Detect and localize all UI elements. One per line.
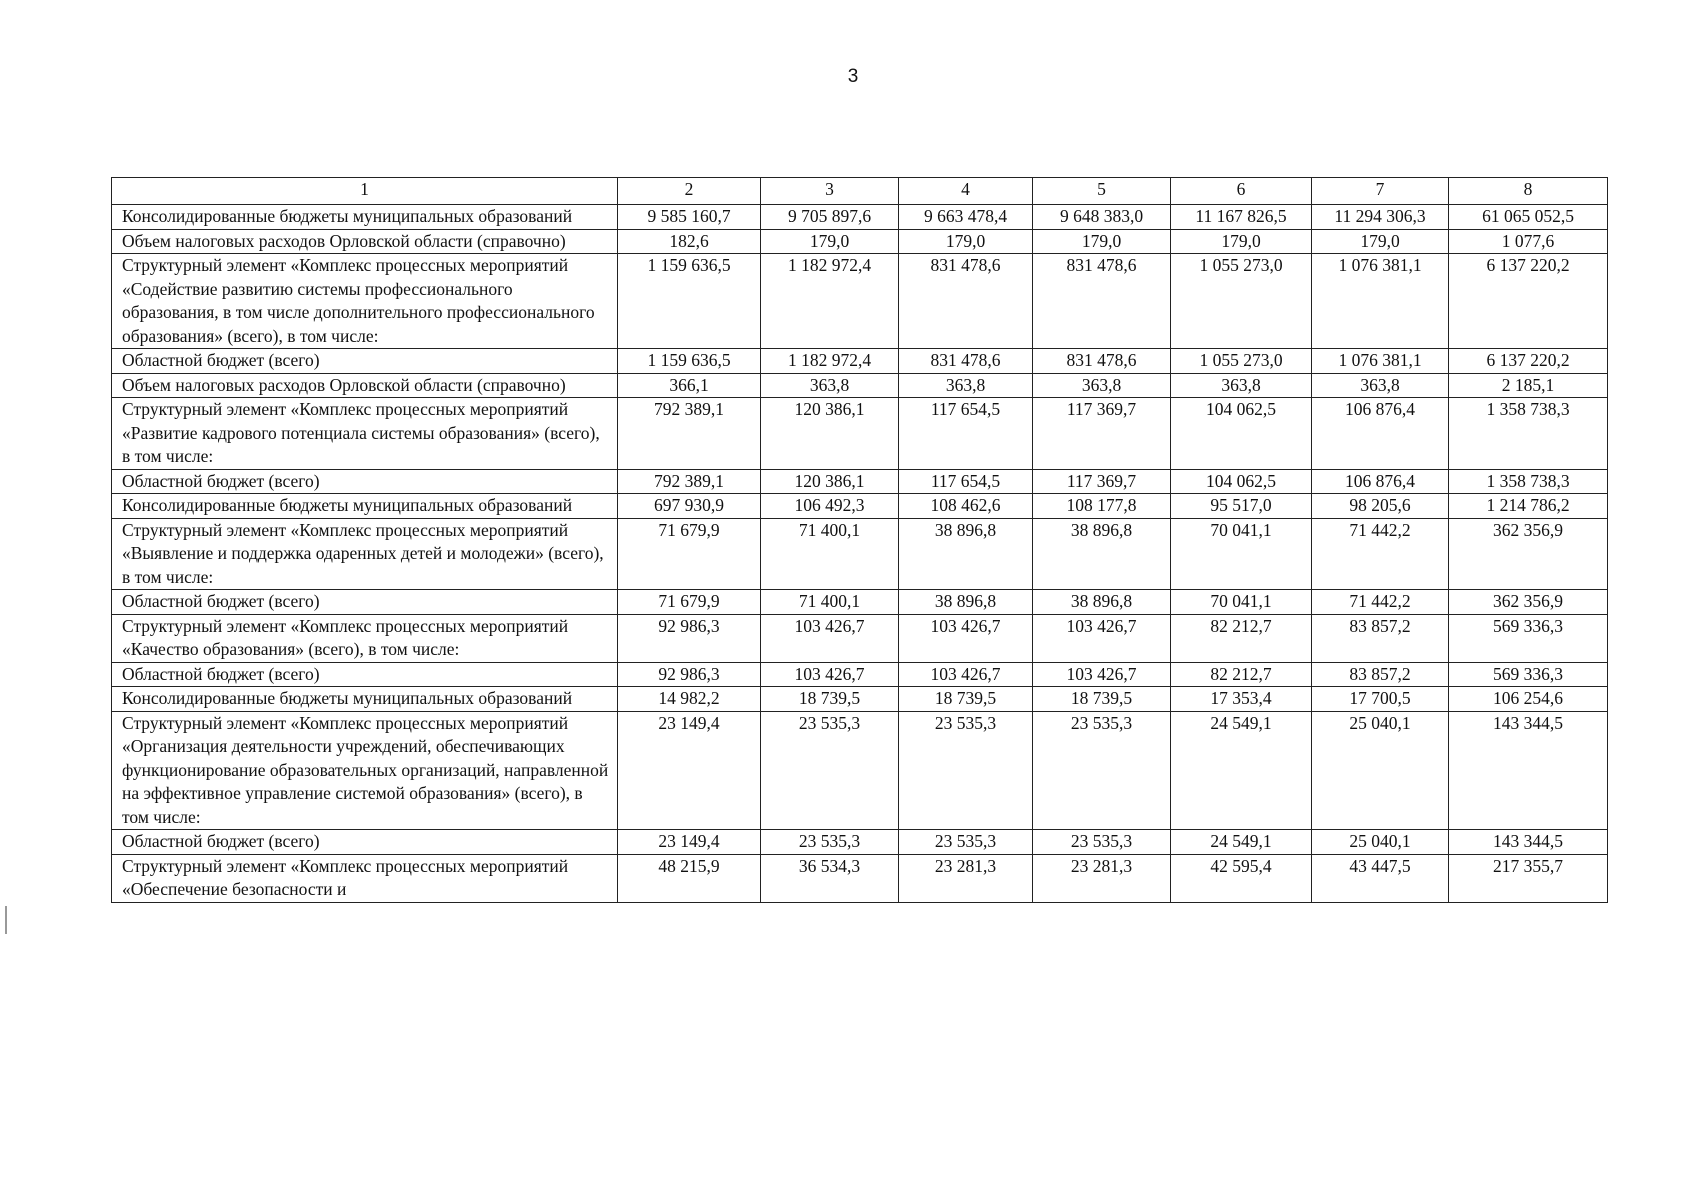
table-row (112, 518, 1608, 590)
value-cell: 366,1 (618, 373, 761, 398)
row-label: Областной бюджет (всего) (112, 830, 618, 855)
row-label: Областной бюджет (всего) (112, 590, 618, 615)
value-cell: 792 389,1 (618, 398, 761, 470)
value-cell: 25 040,1 (1312, 711, 1449, 830)
value-cell: 71 442,2 (1312, 590, 1449, 615)
value-cell: 103 426,7 (899, 662, 1033, 687)
page-number: 3 (847, 66, 859, 87)
scan-artifact (5, 906, 7, 934)
value-cell: 71 679,9 (618, 518, 761, 590)
row-label: Объем налоговых расходов Орловской области (справочно) (112, 229, 618, 254)
value-cell: 6 137 220,2 (1449, 254, 1608, 349)
table-row (112, 662, 1608, 687)
value-cell: 61 065 052,5 (1449, 205, 1608, 230)
table-row (112, 614, 1608, 662)
value-cell: 9 663 478,4 (899, 205, 1033, 230)
value-cell: 104 062,5 (1171, 469, 1312, 494)
value-cell: 42 595,4 (1171, 854, 1312, 902)
value-cell: 179,0 (1033, 229, 1171, 254)
table-row (112, 469, 1608, 494)
value-cell: 23 535,3 (899, 711, 1033, 830)
value-cell: 48 215,9 (618, 854, 761, 902)
value-cell: 24 549,1 (1171, 711, 1312, 830)
table-row (112, 349, 1608, 374)
value-cell: 117 654,5 (899, 469, 1033, 494)
value-cell: 363,8 (761, 373, 899, 398)
row-label: Структурный элемент «Комплекс процессных мероприятий «Выявление и поддержка одаренных детей и молодежи» (всего), в том числе: (112, 518, 618, 590)
header-cell: 4 (899, 178, 1033, 205)
value-cell: 120 386,1 (761, 469, 899, 494)
value-cell: 106 254,6 (1449, 687, 1608, 712)
value-cell: 103 426,7 (1033, 614, 1171, 662)
table-row (112, 398, 1608, 470)
value-cell: 23 535,3 (761, 830, 899, 855)
header-cell: 5 (1033, 178, 1171, 205)
header-row (112, 178, 1608, 205)
table-row (112, 205, 1608, 230)
value-cell: 217 355,7 (1449, 854, 1608, 902)
value-cell: 2 185,1 (1449, 373, 1608, 398)
value-cell: 1 076 381,1 (1312, 254, 1449, 349)
value-cell: 11 167 826,5 (1171, 205, 1312, 230)
value-cell: 363,8 (1312, 373, 1449, 398)
row-label: Областной бюджет (всего) (112, 469, 618, 494)
value-cell: 569 336,3 (1449, 662, 1608, 687)
header-cell: 2 (618, 178, 761, 205)
value-cell: 1 159 636,5 (618, 349, 761, 374)
row-label: Консолидированные бюджеты муниципальных образований (112, 687, 618, 712)
budget-table (111, 177, 1608, 903)
row-label: Структурный элемент «Комплекс процессных мероприятий «Развитие кадрового потенциала системы образования» (всего), в том числе: (112, 398, 618, 470)
table-row (112, 229, 1608, 254)
value-cell: 23 535,3 (899, 830, 1033, 855)
value-cell: 24 549,1 (1171, 830, 1312, 855)
value-cell: 38 896,8 (1033, 590, 1171, 615)
value-cell: 23 149,4 (618, 830, 761, 855)
table-row (112, 590, 1608, 615)
value-cell: 106 876,4 (1312, 469, 1449, 494)
value-cell: 831 478,6 (899, 349, 1033, 374)
value-cell: 9 648 383,0 (1033, 205, 1171, 230)
table-row (112, 254, 1608, 349)
value-cell: 1 358 738,3 (1449, 398, 1608, 470)
value-cell: 11 294 306,3 (1312, 205, 1449, 230)
header-cell: 7 (1312, 178, 1449, 205)
row-label: Структурный элемент «Комплекс процессных мероприятий «Содействие развитию системы профессионального образования, в том числе дополнительного профессионального образования» (всего), в том числе: (112, 254, 618, 349)
value-cell: 71 400,1 (761, 518, 899, 590)
value-cell: 108 462,6 (899, 494, 1033, 519)
value-cell: 83 857,2 (1312, 662, 1449, 687)
value-cell: 104 062,5 (1171, 398, 1312, 470)
value-cell: 71 442,2 (1312, 518, 1449, 590)
row-label: Консолидированные бюджеты муниципальных образований (112, 494, 618, 519)
table-header (112, 178, 1608, 205)
value-cell: 1 182 972,4 (761, 254, 899, 349)
value-cell: 1 214 786,2 (1449, 494, 1608, 519)
value-cell: 179,0 (899, 229, 1033, 254)
header-cell: 3 (761, 178, 899, 205)
row-label: Структурный элемент «Комплекс процессных мероприятий «Организация деятельности учреждений, обеспечивающих функционирование образовательных организаций, направленной на эффективное управление системой образования» (всего), в том числе: (112, 711, 618, 830)
value-cell: 98 205,6 (1312, 494, 1449, 519)
value-cell: 36 534,3 (761, 854, 899, 902)
value-cell: 1 182 972,4 (761, 349, 899, 374)
value-cell: 120 386,1 (761, 398, 899, 470)
value-cell: 70 041,1 (1171, 590, 1312, 615)
value-cell: 117 369,7 (1033, 469, 1171, 494)
table-row (112, 854, 1608, 902)
value-cell: 106 492,3 (761, 494, 899, 519)
value-cell: 117 369,7 (1033, 398, 1171, 470)
value-cell: 92 986,3 (618, 662, 761, 687)
row-label: Областной бюджет (всего) (112, 349, 618, 374)
value-cell: 38 896,8 (899, 518, 1033, 590)
value-cell: 6 137 220,2 (1449, 349, 1608, 374)
value-cell: 1 076 381,1 (1312, 349, 1449, 374)
value-cell: 1 055 273,0 (1171, 254, 1312, 349)
value-cell: 82 212,7 (1171, 614, 1312, 662)
value-cell: 182,6 (618, 229, 761, 254)
value-cell: 103 426,7 (761, 614, 899, 662)
value-cell: 23 535,3 (761, 711, 899, 830)
header-cell: 1 (112, 178, 618, 205)
table-row (112, 373, 1608, 398)
value-cell: 71 679,9 (618, 590, 761, 615)
table-row (112, 494, 1608, 519)
value-cell: 17 353,4 (1171, 687, 1312, 712)
value-cell: 1 358 738,3 (1449, 469, 1608, 494)
value-cell: 23 149,4 (618, 711, 761, 830)
value-cell: 38 896,8 (1033, 518, 1171, 590)
value-cell: 18 739,5 (899, 687, 1033, 712)
value-cell: 179,0 (761, 229, 899, 254)
value-cell: 108 177,8 (1033, 494, 1171, 519)
value-cell: 18 739,5 (761, 687, 899, 712)
value-cell: 17 700,5 (1312, 687, 1449, 712)
value-cell: 1 077,6 (1449, 229, 1608, 254)
value-cell: 143 344,5 (1449, 711, 1608, 830)
value-cell: 362 356,9 (1449, 590, 1608, 615)
value-cell: 14 982,2 (618, 687, 761, 712)
row-label: Структурный элемент «Комплекс процессных мероприятий «Обеспечение безопасности и (112, 854, 618, 902)
row-label: Структурный элемент «Комплекс процессных мероприятий «Качество образования» (всего), в том числе: (112, 614, 618, 662)
value-cell: 82 212,7 (1171, 662, 1312, 687)
value-cell: 569 336,3 (1449, 614, 1608, 662)
value-cell: 1 055 273,0 (1171, 349, 1312, 374)
value-cell: 117 654,5 (899, 398, 1033, 470)
value-cell: 103 426,7 (1033, 662, 1171, 687)
value-cell: 103 426,7 (761, 662, 899, 687)
value-cell: 71 400,1 (761, 590, 899, 615)
header-cell: 8 (1449, 178, 1608, 205)
header-cell: 6 (1171, 178, 1312, 205)
value-cell: 83 857,2 (1312, 614, 1449, 662)
value-cell: 9 705 897,6 (761, 205, 899, 230)
row-label: Консолидированные бюджеты муниципальных образований (112, 205, 618, 230)
value-cell: 9 585 160,7 (618, 205, 761, 230)
value-cell: 43 447,5 (1312, 854, 1449, 902)
value-cell: 106 876,4 (1312, 398, 1449, 470)
value-cell: 23 281,3 (899, 854, 1033, 902)
value-cell: 697 930,9 (618, 494, 761, 519)
value-cell: 362 356,9 (1449, 518, 1608, 590)
table-body (112, 205, 1608, 903)
value-cell: 831 478,6 (899, 254, 1033, 349)
value-cell: 18 739,5 (1033, 687, 1171, 712)
table-row (112, 830, 1608, 855)
value-cell: 25 040,1 (1312, 830, 1449, 855)
value-cell: 179,0 (1312, 229, 1449, 254)
value-cell: 23 281,3 (1033, 854, 1171, 902)
value-cell: 792 389,1 (618, 469, 761, 494)
table-row (112, 711, 1608, 830)
value-cell: 363,8 (899, 373, 1033, 398)
value-cell: 363,8 (1171, 373, 1312, 398)
row-label: Объем налоговых расходов Орловской области (справочно) (112, 373, 618, 398)
value-cell: 143 344,5 (1449, 830, 1608, 855)
value-cell: 70 041,1 (1171, 518, 1312, 590)
value-cell: 831 478,6 (1033, 254, 1171, 349)
value-cell: 95 517,0 (1171, 494, 1312, 519)
value-cell: 103 426,7 (899, 614, 1033, 662)
value-cell: 23 535,3 (1033, 830, 1171, 855)
value-cell: 363,8 (1033, 373, 1171, 398)
value-cell: 831 478,6 (1033, 349, 1171, 374)
value-cell: 38 896,8 (899, 590, 1033, 615)
value-cell: 1 159 636,5 (618, 254, 761, 349)
value-cell: 179,0 (1171, 229, 1312, 254)
table-row (112, 687, 1608, 712)
value-cell: 23 535,3 (1033, 711, 1171, 830)
row-label: Областной бюджет (всего) (112, 662, 618, 687)
value-cell: 92 986,3 (618, 614, 761, 662)
